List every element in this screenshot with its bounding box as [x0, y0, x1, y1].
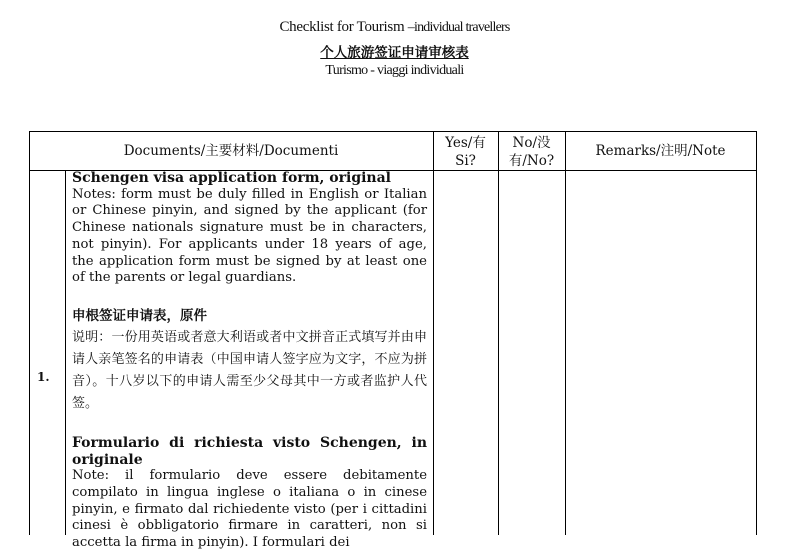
document-notes-english: Notes: form must be duly filled in English or Italian or Chinese pinyin, and signed by the applicant (for Chinese nationals signature must be in characters, not pinyin). For applicants under 18 years of age, the application form must be signed by at least one of the parents or legal guardians. [72, 186, 427, 286]
table-top-border [29, 131, 757, 132]
table-row [72, 170, 427, 552]
column-header-yes-line2: Si? [455, 153, 476, 169]
title-italian: Turismo - viaggi individuali [325, 63, 464, 78]
column-divider-yes [433, 131, 434, 535]
document-notes-italian: Note: il formulario deve essere debitamente compilato in lingua inglese o italiana o in cinese pinyin, e firmato dal richiedente visto (per i cittadini cinesi è obbligatorio firmare in caratteri, non si accetta la firma in pinyin). I formulari dei [72, 468, 427, 551]
document-notes-chinese: 说明：一份用英语或者意大利语或者中文拼音正式填写并由申请人亲笔签名的申请表（中国申请人签字应为文字，不应为拼音）。十八岁以下的申请人需至少父母其中一方或者监护人代签。 [72, 329, 427, 411]
page-title [0, 19, 789, 36]
table-right-border [756, 131, 757, 535]
document-title-italian: Formulario di richiesta visto Schengen, in originale [72, 434, 427, 468]
column-header-documents: Documents/主要材料/Documenti [123, 143, 339, 159]
document-title-english: Schengen visa application form, original [72, 170, 391, 186]
column-divider-remarks [565, 131, 566, 535]
column-header-no [498, 134, 565, 170]
title-english-subtitle: –individual travellers [407, 20, 510, 35]
column-header-remarks: Remarks/注明/Note [595, 143, 726, 159]
table-left-border [29, 131, 30, 535]
title-english: Checklist for Tourism [279, 19, 405, 35]
title-chinese: 个人旅游签证申请审核表 [320, 45, 469, 61]
column-divider-number [65, 170, 66, 535]
column-header-no-line1: No/没 [512, 135, 551, 151]
column-header-yes [433, 134, 498, 170]
column-header-yes-line1: Yes/有 [445, 135, 486, 151]
column-header-no-line2: 有/No? [508, 153, 555, 169]
column-divider-no [498, 131, 499, 535]
document-title-chinese: 申根签证申请表，原件 [72, 307, 207, 324]
row-number: 1. [37, 370, 50, 384]
